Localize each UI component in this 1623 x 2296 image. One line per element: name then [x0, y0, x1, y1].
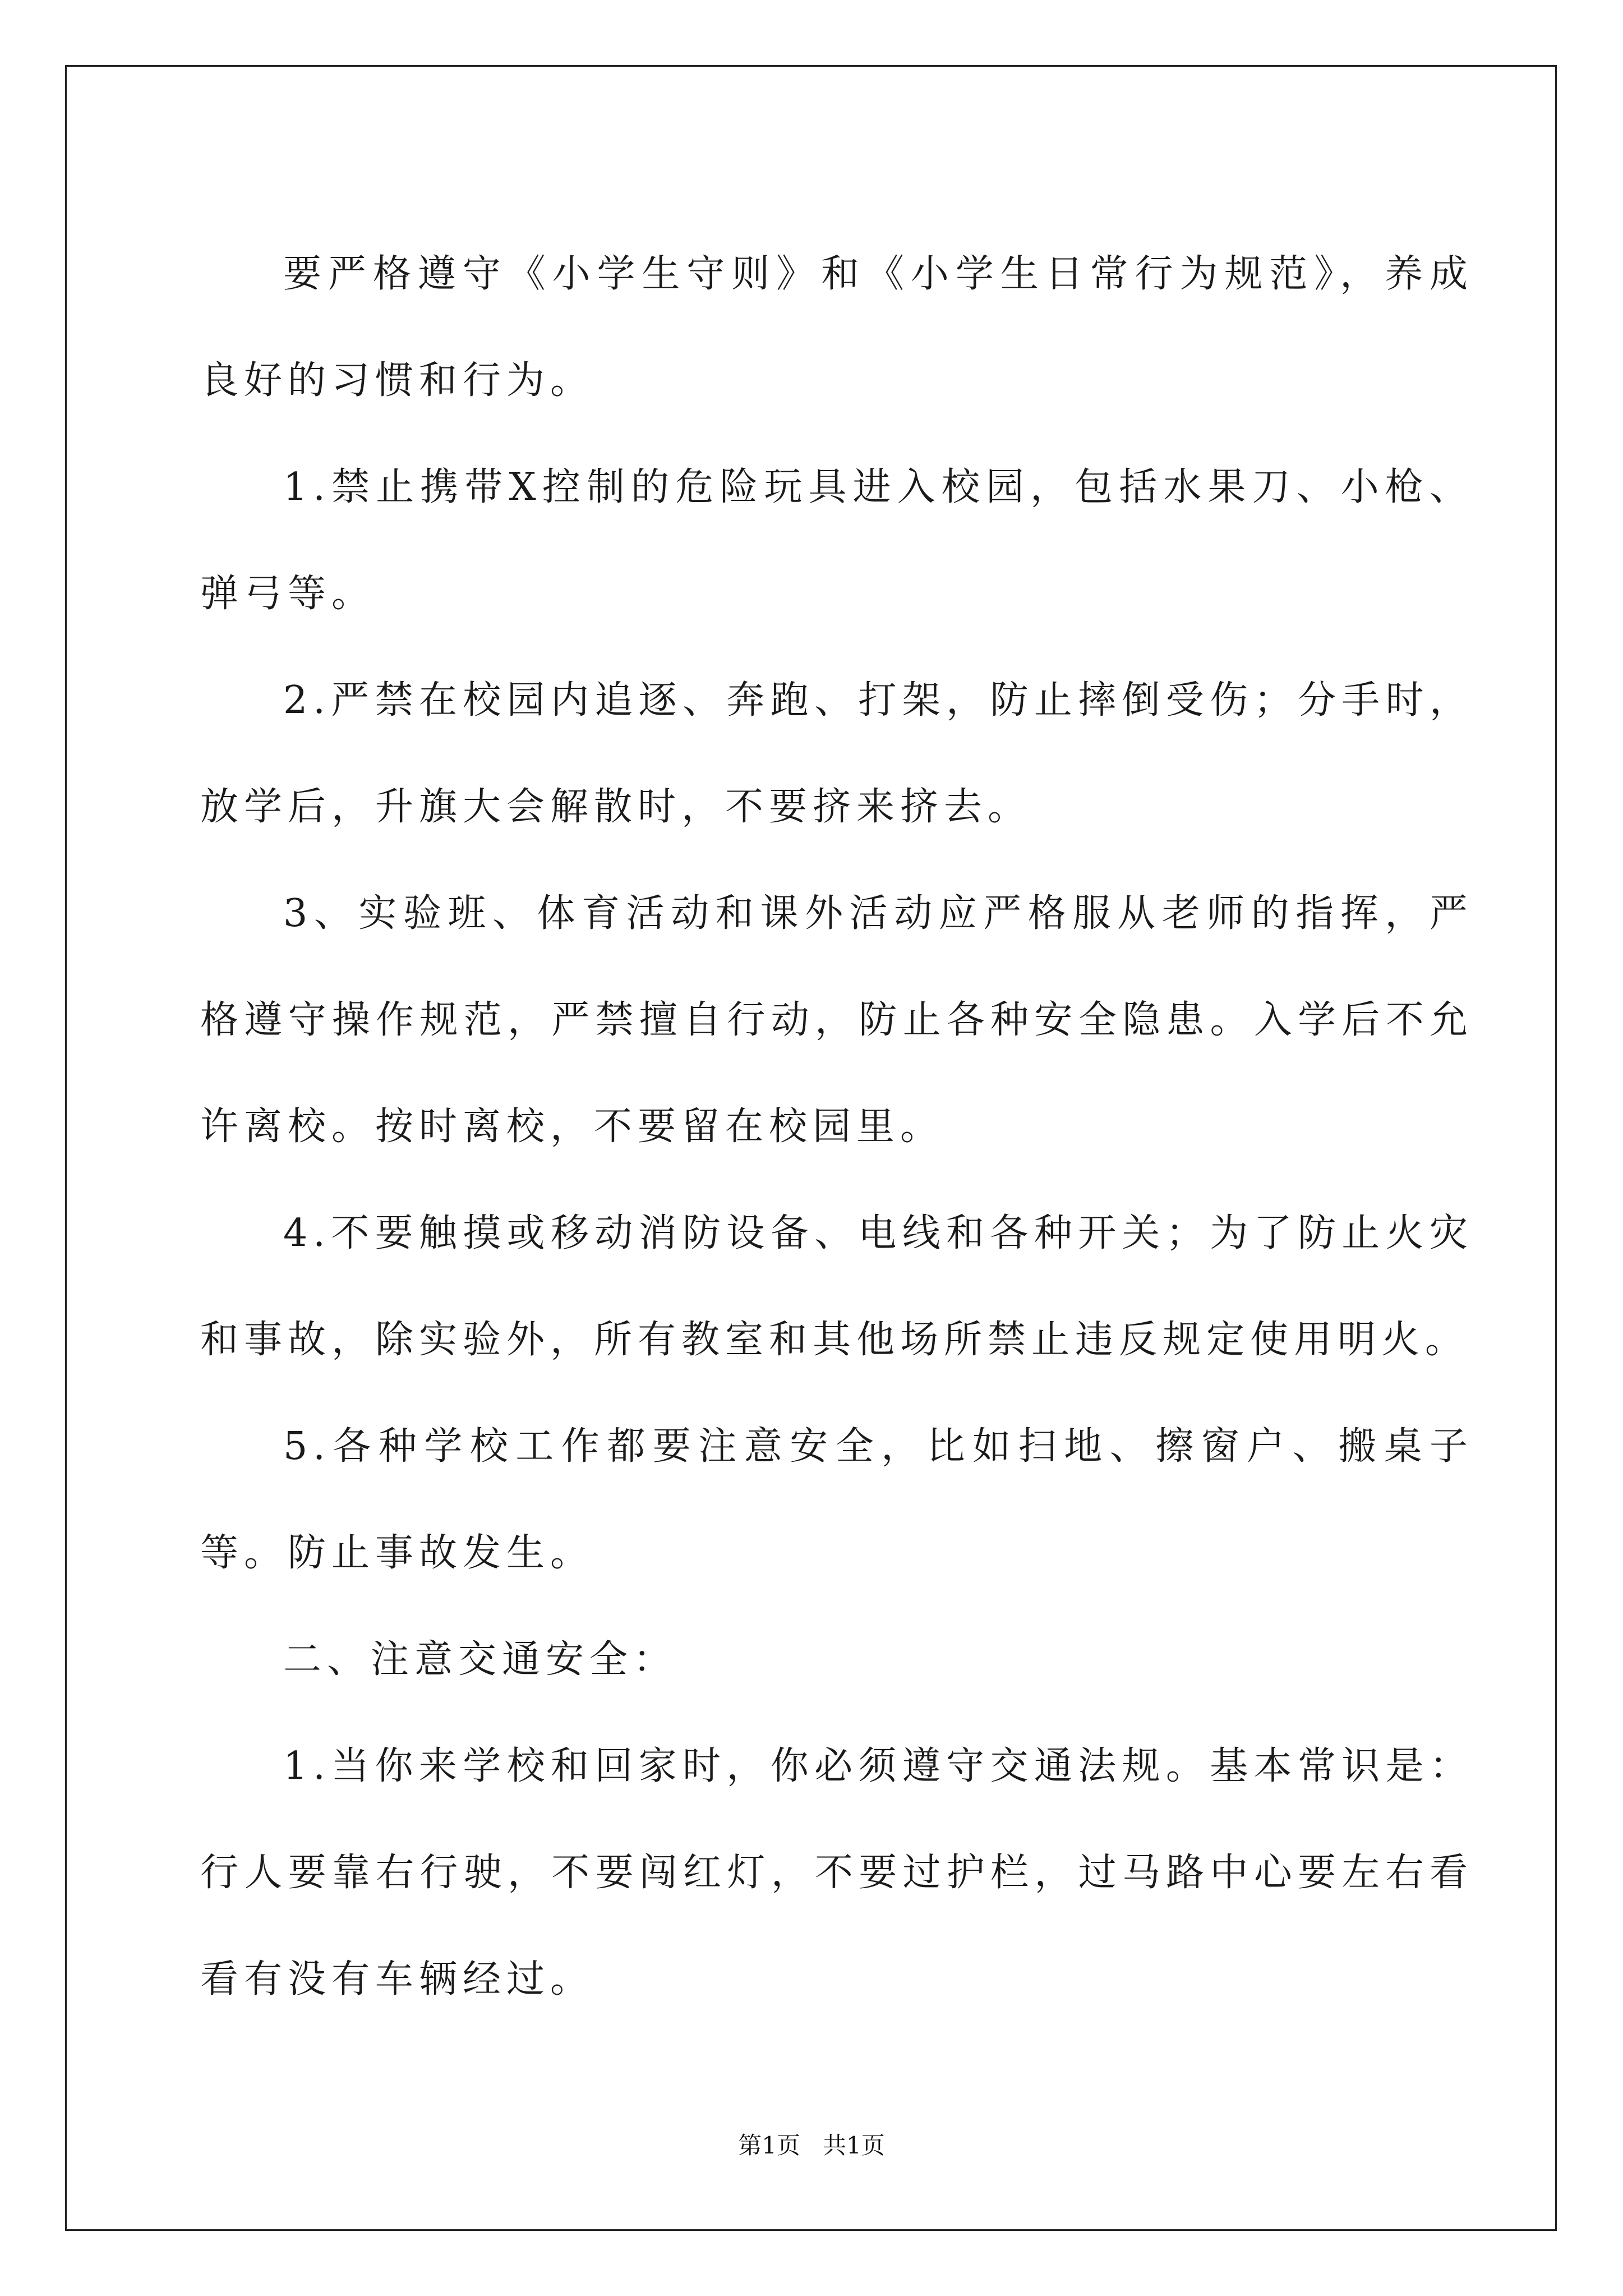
page-footer [0, 2129, 1623, 2162]
paragraph-rule-5-work-safety: 5.各种学校工作都要注意安全，比如扫地、擦窗户、搬桌子等。防止事故发生。 [200, 1424, 1473, 1575]
page-number-total: 共1页 [823, 2132, 885, 2159]
paragraph-rule-1-dangerous-toys: 1.禁止携带X控制的危险玩具进入校园，包括水果刀、小枪、弹弓等。 [200, 465, 1473, 616]
section-heading-traffic-safety: 二、注意交通安全： [283, 1637, 677, 1682]
document-body [200, 221, 1473, 2033]
paragraph-traffic-rule-1: 1.当你来学校和回家时，你必须遵守交通法规。基本常识是：行人要靠右行驶，不要闯红灯，不要过护栏，过马路中心要左右看看有没有车辆经过。 [200, 1744, 1473, 2001]
paragraph-rule-3-activities: 3、实验班、体育活动和课外活动应严格服从老师的指挥，严格遵守操作规范，严禁擅自行动，防止各种安全隐患。入学后不允许离校。按时离校，不要留在校园里。 [200, 891, 1473, 1149]
page-number-current: 第1页 [738, 2132, 800, 2159]
paragraph-rule-4-fire-safety: 4.不要触摸或移动消防设备、电线和各种开关；为了防止火灾和事故，除实验外，所有教室和其他场所禁止违反规定使用明火。 [200, 1211, 1473, 1362]
paragraph-conduct-rules: 要严格遵守《小学生守则》和《小学生日常行为规范》，养成良好的习惯和行为。 [200, 252, 1473, 403]
paragraph-rule-2-no-running: 2.严禁在校园内追逐、奔跑、打架，防止摔倒受伤；分手时，放学后，升旗大会解散时，不要挤来挤去。 [200, 678, 1473, 829]
